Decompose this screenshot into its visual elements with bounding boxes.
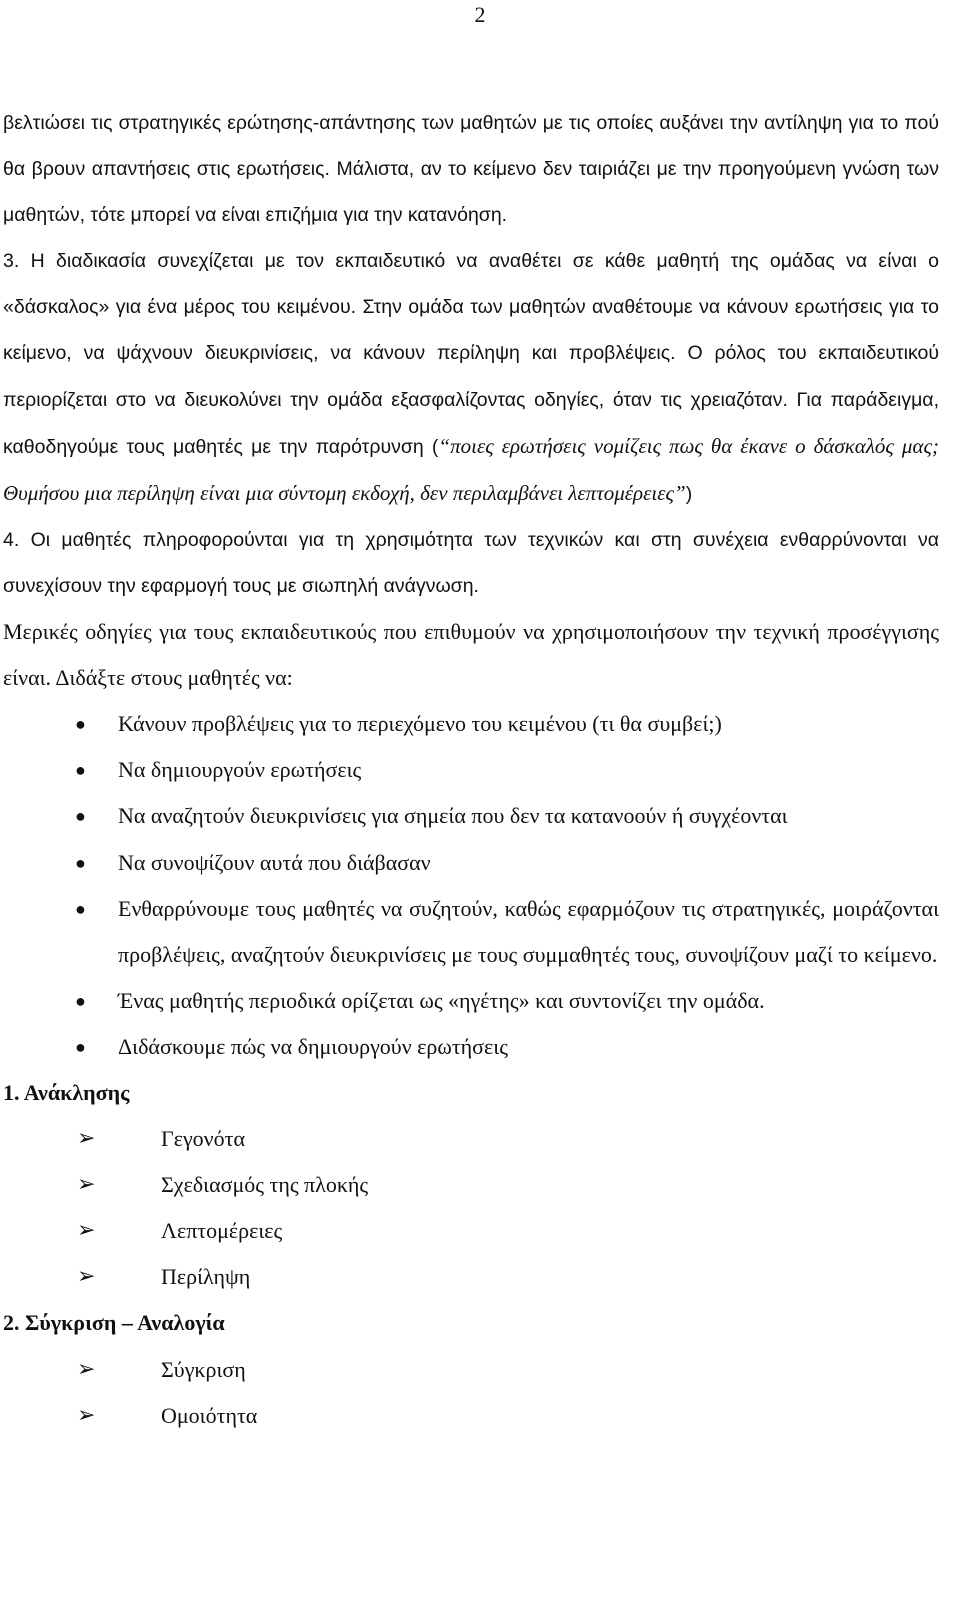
- list-item: ● Να συνοψίζουν αυτά που διάβασαν: [3, 840, 939, 886]
- list-item: ➢ Σχεδιασμός της πλοκής: [3, 1162, 939, 1208]
- step-3-close: ): [685, 482, 693, 505]
- arrow-bullet-icon: ➢: [77, 1402, 96, 1428]
- list-item: ● Να δημιουργούν ερωτήσεις: [3, 747, 939, 793]
- paragraph-step-3: [3, 238, 939, 517]
- paragraph-instructions: [3, 609, 939, 701]
- bullet-icon: ●: [75, 852, 86, 873]
- arrow-bullet-icon: ➢: [77, 1356, 96, 1382]
- arrow-bullet-icon: ➢: [77, 1172, 96, 1198]
- bullet-icon: ●: [75, 898, 86, 919]
- paragraph-step-4: 4. Οι μαθητές πληροφορούνται για τη χρησιμότητα των τεχνικών και στη συνέχεια ενθαρρύνονται να συνεχίσουν την εφαρμογή τους με σιωπηλή ανάγνωση.: [3, 528, 939, 597]
- step-3-example-quote: “ποιες ερωτήσεις νομίζεις πως θα έκανε ο δάσκαλός μας; Θυμήσου μια περίληψη είναι μια σύντομη εκδοχή, δεν περιλαμβάνει λεπτομέρειες”: [3, 433, 939, 505]
- list-item: ➢ Σύγκριση: [3, 1347, 939, 1393]
- step-3-text: 3. Η διαδικασία συνεχίζεται με τον εκπαιδευτικό να αναθέτει σε κάθε μαθητή της ομάδας να είναι ο «δάσκαλος» για ένα μέρος του κειμένου. Στην ομάδα των μαθητών αναθέτουμε να κάνουν ερωτήσεις για το κείμενο, να ψάχνουν διευκρινίσεις, να κάνουν περίληψη και προβλέψεις. Ο ρόλος του εκπαιδευτικού περιορίζεται στο να διευκολύνει την ομάδα εξασφαλίζοντας οδηγίες, όταν τις χρειαζόταν. Για παράδειγμα, καθοδηγούμε τους μαθητές με την παρότρυνση (: [3, 250, 939, 458]
- instructions-intro: Μερικές οδηγίες για τους εκπαιδευτικούς που επιθυμούν να χρησιμοποιήσουν την τεχνική προσέγγισης είναι.: [3, 619, 939, 691]
- arrow-bullet-icon: ➢: [77, 1126, 96, 1152]
- list-item: ● Κάνουν προβλέψεις για το περιεχόμενο του κειμένου (τι θα συμβεί;): [3, 701, 939, 747]
- arrow-bullet-icon: ➢: [77, 1218, 96, 1244]
- bullet-icon: ●: [75, 714, 86, 735]
- arrow-bullet-icon: ➢: [77, 1264, 96, 1290]
- instructions-lead: Διδάξτε στους μαθητές να:: [55, 665, 293, 691]
- bullet-icon: ●: [75, 760, 86, 781]
- section-heading-recall: 1. Ανάκλησης: [3, 1079, 130, 1105]
- document-body: [3, 100, 939, 1439]
- bullet-icon: ●: [75, 806, 86, 827]
- list-item: ➢ Ομοιότητα: [3, 1393, 939, 1439]
- paragraph-1: βελτιώσει τις στρατηγικές ερώτησης-απάντησης των μαθητών με τις οποίες αυξάνει την αντίληψη για το πού θα βρουν απαντήσεις στις ερωτήσεις. Μάλιστα, αν το κείμενο δεν ταιριάζει με την προηγούμενη γνώση των μαθητών, τότε μπορεί να είναι επιζήμια για την κατανόηση.: [3, 112, 939, 227]
- list-item: ● Ένας μαθητής περιοδικά ορίζεται ως «ηγέτης» και συντονίζει την ομάδα.: [3, 978, 939, 1024]
- page-number: 2: [474, 2, 486, 27]
- list-item: ● Να αναζητούν διευκρινίσεις για σημεία που δεν τα κατανοούν ή συγχέονται: [3, 793, 939, 839]
- section-heading-comparison: 2. Σύγκριση – Αναλογία: [3, 1310, 225, 1336]
- bullet-list: [3, 701, 939, 1070]
- list-item: ● Ενθαρρύνουμε τους μαθητές να συζητούν, καθώς εφαρμόζουν τις στρατηγικές, μοιράζονται προβλέψεις, αναζητούν διευκρινίσεις με τους συμμαθητές τους, συνοψίζουν μαζί το κείμενο.: [3, 886, 939, 978]
- list-item: ➢ Λεπτομέρειες: [3, 1208, 939, 1254]
- list-item: ● Διδάσκουμε πώς να δημιουργούν ερωτήσεις: [3, 1024, 939, 1070]
- bullet-icon: ●: [75, 990, 86, 1011]
- list-item: ➢ Περίληψη: [3, 1254, 939, 1300]
- list-item: ➢ Γεγονότα: [3, 1116, 939, 1162]
- bullet-icon: ●: [75, 1036, 86, 1057]
